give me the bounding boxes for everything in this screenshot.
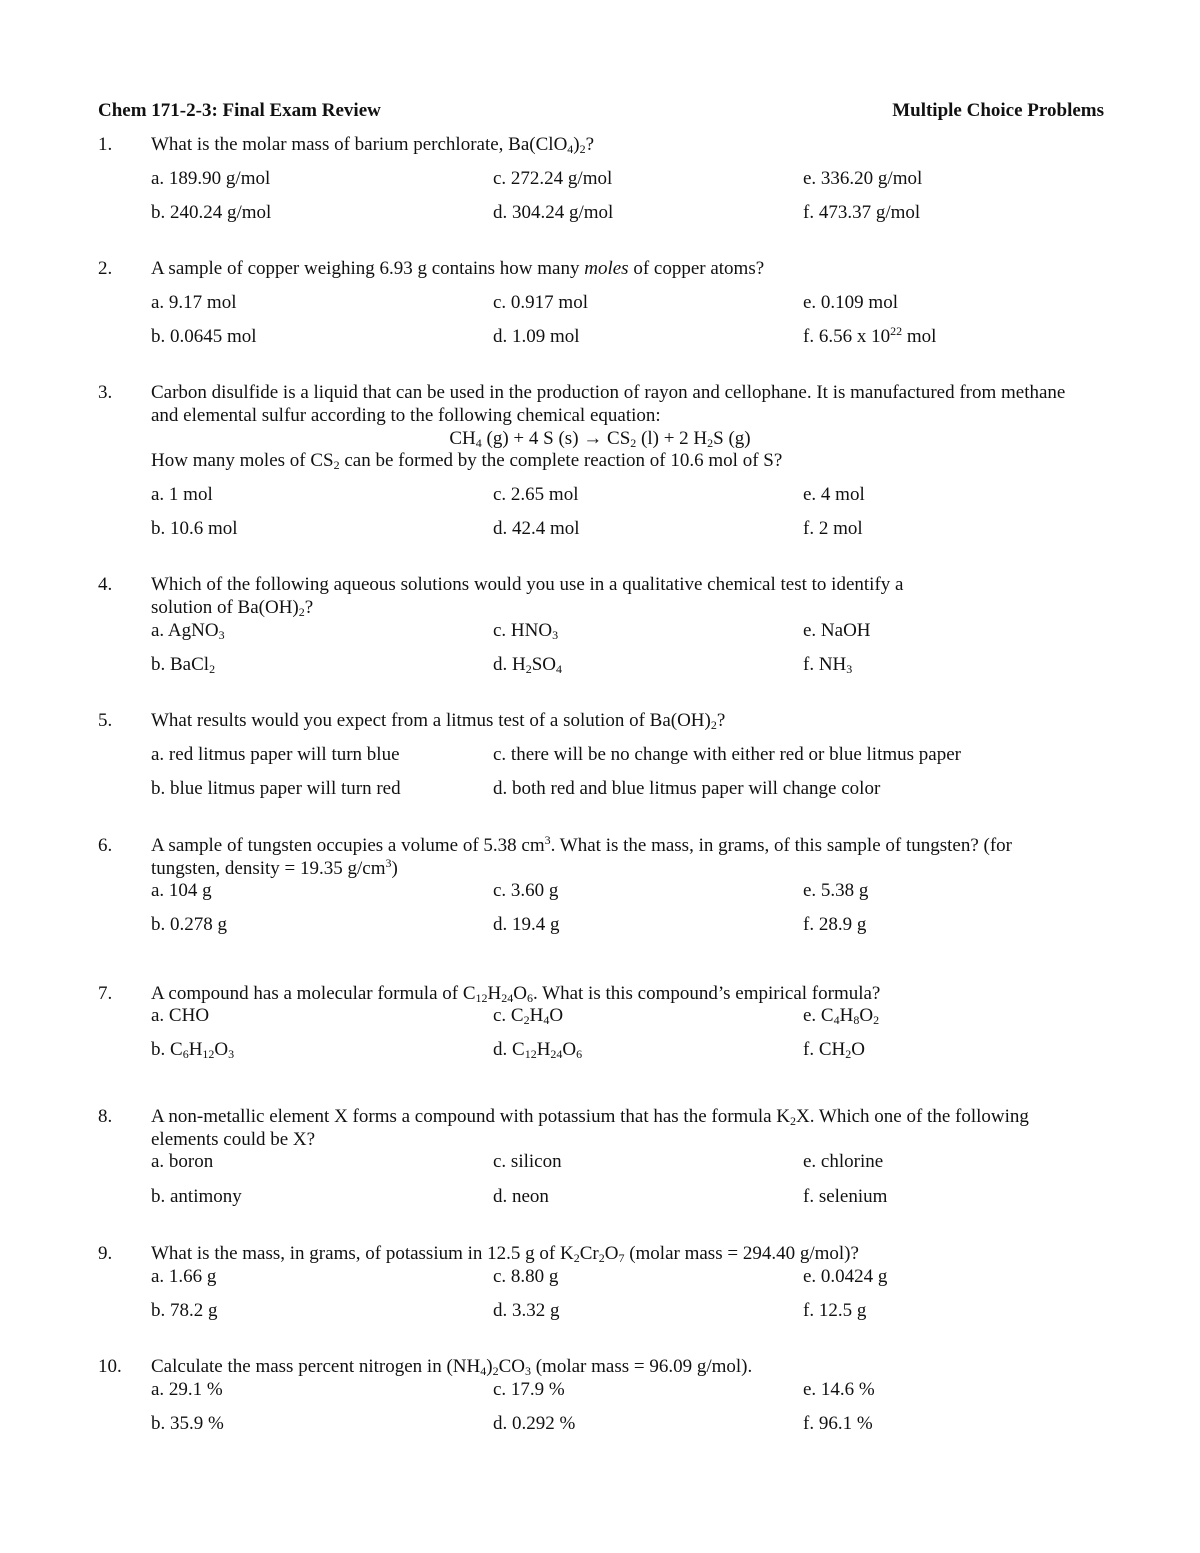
option-c: c. 17.9 % (493, 1379, 565, 1400)
option-d: d. 42.4 mol (493, 518, 580, 539)
question-text: A compound has a molecular formula of $C_{12}H_{24}O_6$. What is this compound’s empirical formula? (151, 983, 881, 1005)
option-f: f. 2 mol (803, 518, 863, 539)
option-f: f. 96.1 % (803, 1413, 873, 1434)
option-a: a. AgNO$_3$ (151, 620, 225, 642)
question-text: A sample of copper weighing 6.93 g contains how many moles of copper atoms? (151, 258, 765, 279)
option-b: b. blue litmus paper will turn red (151, 778, 401, 799)
option-d: d. 304.24 g/mol (493, 202, 614, 223)
option-b: b. antimony (151, 1186, 242, 1207)
question-text: A non-metallic element X forms a compound with potassium that has the formula $K_2X$. Which one of the following elements could be X? (151, 1106, 1029, 1150)
option-a: a. 1.66 g (151, 1266, 217, 1287)
question-number: 9. (98, 1243, 113, 1264)
option-c: c. $C_2H_4O$ (493, 1005, 564, 1027)
option-d: d. neon (493, 1186, 549, 1207)
question-number: 1. (98, 134, 113, 155)
option-c: c. 2.65 mol (493, 484, 579, 505)
option-e: e. 5.38 g (803, 880, 869, 901)
option-f: f. 12.5 g (803, 1300, 867, 1321)
option-c: c. 272.24 g/mol (493, 168, 613, 189)
option-d: d. 0.292 % (493, 1413, 576, 1434)
question-text: Which of the following aqueous solutions would you use in a qualitative chemical test to identify a solution of $Ba(OH)_2$? (151, 574, 904, 619)
option-d: d. 1.09 mol (493, 326, 580, 347)
option-f: f. $NH_3$ (803, 654, 853, 676)
option-e: e. 336.20 g/mol (803, 168, 923, 189)
option-b: b. BaCl$_2$ (151, 654, 216, 676)
option-d: d. both red and blue litmus paper will change color (493, 778, 881, 799)
option-e: e. NaOH (803, 620, 871, 641)
option-d: d. $C_{12}H_{24}O_6$ (493, 1039, 583, 1061)
option-b: b. $C_6H_{12}O_3$ (151, 1039, 235, 1061)
question-number: 4. (98, 574, 113, 595)
option-a: a. 29.1 % (151, 1379, 223, 1400)
question-text: What is the molar mass of barium perchlorate, $Ba(ClO_4)_2$? (151, 134, 595, 156)
option-b: b. 35.9 % (151, 1413, 224, 1434)
option-e: e. 4 mol (803, 484, 865, 505)
option-b: b. 0.278 g (151, 914, 227, 935)
option-a: a. 1 mol (151, 484, 213, 505)
question-number: 8. (98, 1106, 113, 1127)
option-d: d. $H_2SO_4$ (493, 654, 563, 676)
option-c: c. $HNO_3$ (493, 620, 559, 642)
question-number: 2. (98, 258, 113, 279)
option-b: b. 78.2 g (151, 1300, 218, 1321)
chemical-equation: $CH_4$ (g) + 4 S $(s) \to CS_2$ (l) + 2 $H_2S$ (g) (449, 428, 751, 450)
option-a: a. 9.17 mol (151, 292, 237, 313)
option-c: c. silicon (493, 1151, 562, 1172)
question-number: 7. (98, 983, 113, 1004)
question-prompt: How many moles of $CS_2$ can be formed by the complete reaction of 10.6 mol of S? (151, 450, 783, 472)
question-text: Calculate the mass percent nitrogen in $(NH_4)_2CO_3$ (molar mass = 96.09 g/mol). (151, 1356, 753, 1378)
option-e: e. 14.6 % (803, 1379, 875, 1400)
option-e: e. chlorine (803, 1151, 884, 1172)
question-number: 3. (98, 382, 113, 403)
question-number: 5. (98, 710, 113, 731)
option-f: f. 473.37 g/mol (803, 202, 921, 223)
question-text: What results would you expect from a litmus test of a solution of $Ba(OH)_2$? (151, 710, 726, 732)
option-a: a. CHO (151, 1005, 210, 1026)
option-a: a. 189.90 g/mol (151, 168, 271, 189)
question-number: 10. (98, 1356, 122, 1377)
option-a: a. boron (151, 1151, 214, 1172)
option-f: f. 6.56 x $10^{22}$ mol (803, 324, 937, 347)
option-e: e. $C_4H_8O_2$ (803, 1005, 880, 1027)
option-c: c. 0.917 mol (493, 292, 588, 313)
option-d: d. 3.32 g (493, 1300, 560, 1321)
option-f: f. $CH_2O$ (803, 1039, 865, 1061)
option-c: c. 8.80 g (493, 1266, 559, 1287)
option-d: d. 19.4 g (493, 914, 560, 935)
option-f: f. 28.9 g (803, 914, 867, 935)
option-a: a. red litmus paper will turn blue (151, 744, 400, 765)
option-c: c. 3.60 g (493, 880, 559, 901)
option-a: a. 104 g (151, 880, 212, 901)
question-number: 6. (98, 835, 113, 856)
option-c: c. there will be no change with either red or blue litmus paper (493, 744, 961, 765)
option-e: e. 0.0424 g (803, 1266, 888, 1287)
option-e: e. 0.109 mol (803, 292, 898, 313)
question-text: A sample of tungsten occupies a volume of 5.38 $cm^3$. What is the mass, in grams, of this sample of tungsten? (for tungsten, density = 19.35 $g/cm^3$) (151, 833, 1013, 879)
option-f: f. selenium (803, 1186, 888, 1207)
header-title: Chem 171-2-3: Final Exam Review (98, 100, 381, 121)
option-b: b. 0.0645 mol (151, 326, 257, 347)
header-section: Multiple Choice Problems (892, 100, 1104, 121)
question-text: Carbon disulfide is a liquid that can be used in the production of rayon and cellophane. It is manufactured from methane and elemental sulfur according to the following chemical equation: (151, 382, 1066, 426)
option-b: b. 10.6 mol (151, 518, 238, 539)
question-text: What is the mass, in grams, of potassium in 12.5 g of $K_2Cr_2O_7$ (molar mass = 294.40 g/mol)? (151, 1243, 859, 1265)
option-b: b. 240.24 g/mol (151, 202, 272, 223)
